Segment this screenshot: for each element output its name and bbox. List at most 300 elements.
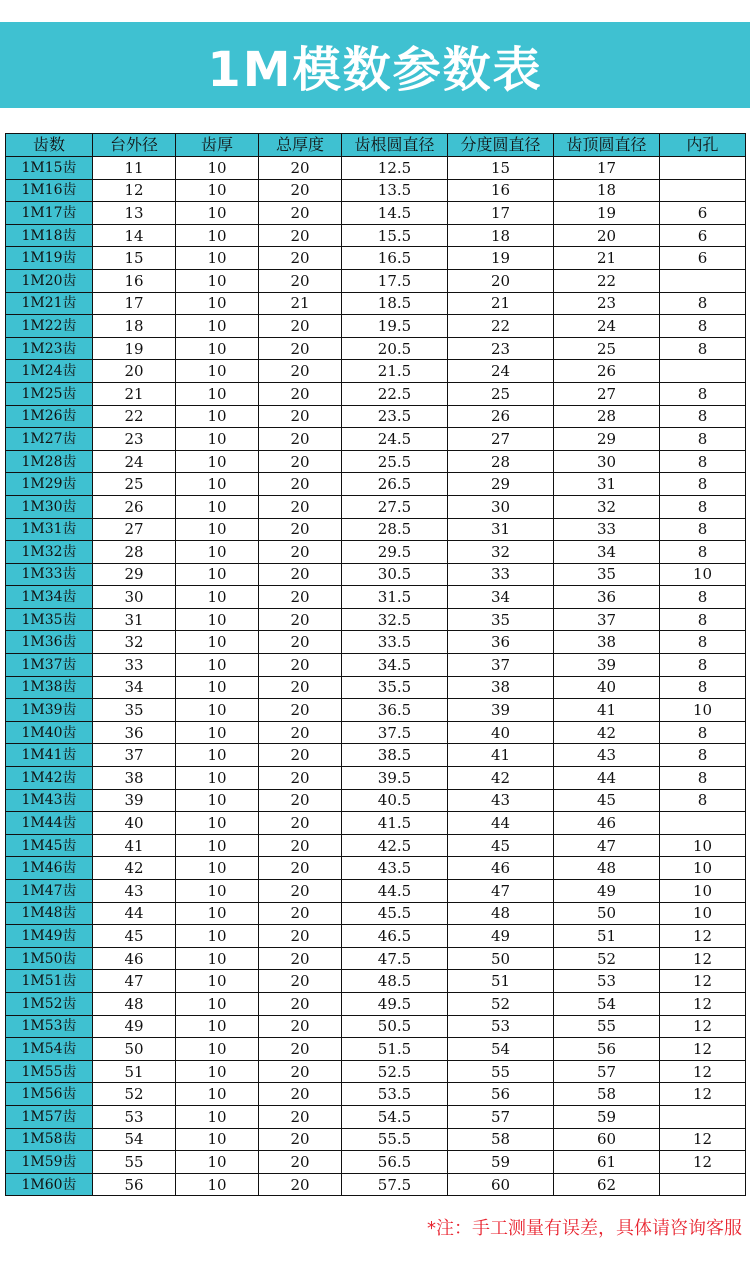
table-cell: 10 bbox=[176, 857, 259, 880]
table-cell: 10 bbox=[176, 224, 259, 247]
table-cell: 20 bbox=[259, 676, 342, 699]
table-cell: 8 bbox=[660, 608, 746, 631]
table-cell: 15 bbox=[448, 157, 554, 180]
table-row bbox=[6, 495, 746, 518]
table-cell: 20 bbox=[259, 1060, 342, 1083]
gear-model-cell: 1M28齿 bbox=[6, 450, 93, 473]
table-cell bbox=[660, 1105, 746, 1128]
table-cell: 38 bbox=[448, 676, 554, 699]
table-cell: 53 bbox=[554, 970, 660, 993]
table-cell: 8 bbox=[660, 382, 746, 405]
table-row bbox=[6, 789, 746, 812]
table-cell: 10 bbox=[176, 269, 259, 292]
table-cell: 10 bbox=[660, 857, 746, 880]
table-cell: 22.5 bbox=[342, 382, 448, 405]
table-cell: 49 bbox=[93, 1015, 176, 1038]
table-cell: 36 bbox=[554, 586, 660, 609]
table-cell: 20 bbox=[259, 1173, 342, 1196]
table-cell: 10 bbox=[176, 992, 259, 1015]
table-cell: 38.5 bbox=[342, 744, 448, 767]
table-cell: 20 bbox=[259, 541, 342, 564]
table-cell: 22 bbox=[93, 405, 176, 428]
gear-model-cell: 1M39齿 bbox=[6, 699, 93, 722]
table-cell: 10 bbox=[176, 586, 259, 609]
table-row bbox=[6, 902, 746, 925]
table-cell: 20 bbox=[259, 880, 342, 903]
column-header: 台外径 bbox=[93, 134, 176, 157]
table-cell: 29.5 bbox=[342, 541, 448, 564]
table-cell: 47 bbox=[93, 970, 176, 993]
table-cell: 8 bbox=[660, 495, 746, 518]
table-cell: 10 bbox=[176, 1015, 259, 1038]
gear-model-cell: 1M25齿 bbox=[6, 382, 93, 405]
table-cell: 18.5 bbox=[342, 292, 448, 315]
table-cell: 33 bbox=[448, 563, 554, 586]
gear-model-cell: 1M40齿 bbox=[6, 721, 93, 744]
gear-model-cell: 1M23齿 bbox=[6, 337, 93, 360]
gear-model-cell: 1M50齿 bbox=[6, 947, 93, 970]
table-cell: 49 bbox=[554, 880, 660, 903]
table-cell: 56 bbox=[448, 1083, 554, 1106]
table-cell: 62 bbox=[554, 1173, 660, 1196]
table-cell: 20 bbox=[259, 992, 342, 1015]
table-cell: 22 bbox=[448, 315, 554, 338]
table-row bbox=[6, 1083, 746, 1106]
table-row bbox=[6, 1173, 746, 1196]
gear-model-cell: 1M37齿 bbox=[6, 654, 93, 677]
table-cell: 20 bbox=[259, 247, 342, 270]
gear-model-cell: 1M15齿 bbox=[6, 157, 93, 180]
table-cell: 20 bbox=[259, 812, 342, 835]
gear-model-cell: 1M32齿 bbox=[6, 541, 93, 564]
table-row bbox=[6, 360, 746, 383]
table-cell: 8 bbox=[660, 405, 746, 428]
table-cell: 20 bbox=[259, 608, 342, 631]
table-cell: 20 bbox=[259, 563, 342, 586]
table-cell: 50 bbox=[93, 1038, 176, 1061]
table-cell: 28 bbox=[554, 405, 660, 428]
gear-model-cell: 1M44齿 bbox=[6, 812, 93, 835]
table-cell: 29 bbox=[448, 473, 554, 496]
table-cell: 41 bbox=[93, 834, 176, 857]
table-cell: 8 bbox=[660, 428, 746, 451]
table-cell: 41.5 bbox=[342, 812, 448, 835]
table-cell: 20 bbox=[259, 857, 342, 880]
table-cell: 50 bbox=[448, 947, 554, 970]
table-row bbox=[6, 450, 746, 473]
table-row bbox=[6, 812, 746, 835]
table-cell: 20 bbox=[93, 360, 176, 383]
table-cell bbox=[660, 157, 746, 180]
gear-model-cell: 1M22齿 bbox=[6, 315, 93, 338]
table-cell: 21 bbox=[448, 292, 554, 315]
table-cell: 10 bbox=[176, 563, 259, 586]
gear-model-cell: 1M27齿 bbox=[6, 428, 93, 451]
table-cell: 45 bbox=[554, 789, 660, 812]
table-cell: 16 bbox=[448, 179, 554, 202]
table-row bbox=[6, 947, 746, 970]
table-cell: 51 bbox=[554, 925, 660, 948]
table-cell: 20 bbox=[259, 315, 342, 338]
table-cell: 43 bbox=[448, 789, 554, 812]
column-header: 齿数 bbox=[6, 134, 93, 157]
table-cell: 28 bbox=[448, 450, 554, 473]
table-cell: 33.5 bbox=[342, 631, 448, 654]
table-row bbox=[6, 834, 746, 857]
table-cell: 20 bbox=[259, 744, 342, 767]
table-cell: 48.5 bbox=[342, 970, 448, 993]
measurement-note: *注：手工测量有误差，具体请咨询客服 bbox=[427, 1218, 742, 1239]
gear-model-cell: 1M30齿 bbox=[6, 495, 93, 518]
table-cell: 24.5 bbox=[342, 428, 448, 451]
table-cell: 10 bbox=[176, 473, 259, 496]
gear-model-cell: 1M36齿 bbox=[6, 631, 93, 654]
table-cell: 20 bbox=[259, 789, 342, 812]
table-cell: 49.5 bbox=[342, 992, 448, 1015]
table-cell: 60 bbox=[448, 1173, 554, 1196]
table-cell: 41 bbox=[448, 744, 554, 767]
table-cell: 27 bbox=[448, 428, 554, 451]
table-row bbox=[6, 880, 746, 903]
gear-model-cell: 1M56齿 bbox=[6, 1083, 93, 1106]
table-cell: 46 bbox=[93, 947, 176, 970]
table-cell bbox=[660, 812, 746, 835]
table-cell: 11 bbox=[93, 157, 176, 180]
table-cell: 36.5 bbox=[342, 699, 448, 722]
table-row bbox=[6, 541, 746, 564]
table-cell: 37 bbox=[93, 744, 176, 767]
table-cell: 12 bbox=[660, 1151, 746, 1174]
table-cell: 49 bbox=[448, 925, 554, 948]
table-cell: 25 bbox=[448, 382, 554, 405]
table-cell: 42 bbox=[93, 857, 176, 880]
table-row bbox=[6, 608, 746, 631]
table-cell: 10 bbox=[176, 767, 259, 790]
table-cell: 20 bbox=[259, 495, 342, 518]
table-cell: 10 bbox=[176, 202, 259, 225]
table-cell: 46 bbox=[554, 812, 660, 835]
table-row bbox=[6, 179, 746, 202]
table-row bbox=[6, 631, 746, 654]
table-cell: 20 bbox=[259, 970, 342, 993]
table-cell: 12 bbox=[660, 970, 746, 993]
column-header: 齿根圆直径 bbox=[342, 134, 448, 157]
table-cell: 42 bbox=[448, 767, 554, 790]
gear-model-cell: 1M42齿 bbox=[6, 767, 93, 790]
table-cell: 20 bbox=[259, 631, 342, 654]
table-cell: 10 bbox=[176, 1038, 259, 1061]
table-row bbox=[6, 428, 746, 451]
table-cell: 10 bbox=[176, 315, 259, 338]
gear-model-cell: 1M52齿 bbox=[6, 992, 93, 1015]
gear-model-cell: 1M60齿 bbox=[6, 1173, 93, 1196]
table-cell: 10 bbox=[176, 925, 259, 948]
table-cell: 25.5 bbox=[342, 450, 448, 473]
table-cell: 58 bbox=[554, 1083, 660, 1106]
gear-model-cell: 1M48齿 bbox=[6, 902, 93, 925]
table-cell: 10 bbox=[176, 902, 259, 925]
table-row bbox=[6, 269, 746, 292]
table-cell: 47 bbox=[554, 834, 660, 857]
table-cell: 20 bbox=[259, 925, 342, 948]
table-cell: 21 bbox=[554, 247, 660, 270]
table-cell: 10 bbox=[176, 1128, 259, 1151]
table-cell: 24 bbox=[93, 450, 176, 473]
table-cell: 20 bbox=[259, 473, 342, 496]
table-cell: 10 bbox=[176, 676, 259, 699]
table-row bbox=[6, 676, 746, 699]
table-cell: 10 bbox=[660, 880, 746, 903]
table-cell: 18 bbox=[448, 224, 554, 247]
table-row bbox=[6, 744, 746, 767]
table-cell: 20 bbox=[554, 224, 660, 247]
table-cell: 8 bbox=[660, 541, 746, 564]
table-cell: 10 bbox=[176, 1151, 259, 1174]
table-cell: 35 bbox=[448, 608, 554, 631]
table-cell: 10 bbox=[176, 834, 259, 857]
table-cell: 28 bbox=[93, 541, 176, 564]
table-row bbox=[6, 1151, 746, 1174]
table-cell: 20 bbox=[259, 654, 342, 677]
table-cell: 21.5 bbox=[342, 360, 448, 383]
table-cell: 30 bbox=[93, 586, 176, 609]
table-cell: 10 bbox=[176, 1083, 259, 1106]
table-cell: 10 bbox=[176, 631, 259, 654]
table-cell: 10 bbox=[176, 654, 259, 677]
gear-model-cell: 1M58齿 bbox=[6, 1128, 93, 1151]
table-cell: 53 bbox=[93, 1105, 176, 1128]
table-cell: 12 bbox=[660, 1038, 746, 1061]
table-cell: 8 bbox=[660, 631, 746, 654]
table-cell: 10 bbox=[176, 1105, 259, 1128]
table-cell: 27.5 bbox=[342, 495, 448, 518]
table-cell: 20 bbox=[259, 721, 342, 744]
table-cell: 6 bbox=[660, 224, 746, 247]
table-cell: 37.5 bbox=[342, 721, 448, 744]
table-row bbox=[6, 721, 746, 744]
table-cell bbox=[660, 269, 746, 292]
table-cell: 46 bbox=[448, 857, 554, 880]
table-cell: 44.5 bbox=[342, 880, 448, 903]
table-cell: 19 bbox=[554, 202, 660, 225]
table-cell: 39 bbox=[448, 699, 554, 722]
table-row bbox=[6, 1038, 746, 1061]
table-cell: 8 bbox=[660, 315, 746, 338]
table-cell: 45 bbox=[93, 925, 176, 948]
table-cell: 10 bbox=[176, 789, 259, 812]
table-row bbox=[6, 1128, 746, 1151]
table-cell: 54 bbox=[554, 992, 660, 1015]
table-cell: 35.5 bbox=[342, 676, 448, 699]
table-cell: 52.5 bbox=[342, 1060, 448, 1083]
table-cell: 18 bbox=[93, 315, 176, 338]
table-row bbox=[6, 767, 746, 790]
table-cell: 12 bbox=[660, 925, 746, 948]
table-cell: 26 bbox=[93, 495, 176, 518]
table-cell: 20 bbox=[259, 699, 342, 722]
table-body bbox=[6, 157, 746, 1196]
table-cell: 44 bbox=[93, 902, 176, 925]
table-cell: 33 bbox=[93, 654, 176, 677]
table-cell: 6 bbox=[660, 202, 746, 225]
table-cell: 27 bbox=[93, 518, 176, 541]
table-cell: 50 bbox=[554, 902, 660, 925]
gear-model-cell: 1M54齿 bbox=[6, 1038, 93, 1061]
table-cell: 52 bbox=[448, 992, 554, 1015]
table-row bbox=[6, 654, 746, 677]
table-cell: 12 bbox=[660, 1015, 746, 1038]
table-cell: 42.5 bbox=[342, 834, 448, 857]
table-cell: 8 bbox=[660, 676, 746, 699]
gear-model-cell: 1M18齿 bbox=[6, 224, 93, 247]
table-cell: 43.5 bbox=[342, 857, 448, 880]
table-cell: 20 bbox=[259, 157, 342, 180]
gear-model-cell: 1M47齿 bbox=[6, 880, 93, 903]
table-cell: 55.5 bbox=[342, 1128, 448, 1151]
table-cell: 20 bbox=[259, 382, 342, 405]
table-cell: 20 bbox=[259, 586, 342, 609]
table-cell: 10 bbox=[176, 1173, 259, 1196]
table-row bbox=[6, 1015, 746, 1038]
table-cell: 55 bbox=[93, 1151, 176, 1174]
table-cell: 8 bbox=[660, 721, 746, 744]
table-cell: 31 bbox=[448, 518, 554, 541]
table-cell: 10 bbox=[176, 699, 259, 722]
table-cell: 20 bbox=[259, 405, 342, 428]
table-cell: 10 bbox=[176, 405, 259, 428]
table-cell: 8 bbox=[660, 292, 746, 315]
table-cell: 21 bbox=[93, 382, 176, 405]
table-cell: 42 bbox=[554, 721, 660, 744]
table-cell: 47 bbox=[448, 880, 554, 903]
table-cell: 53.5 bbox=[342, 1083, 448, 1106]
table-cell: 10 bbox=[176, 337, 259, 360]
table-cell: 20 bbox=[259, 518, 342, 541]
table-cell: 8 bbox=[660, 586, 746, 609]
table-cell: 20 bbox=[259, 450, 342, 473]
table-cell: 34 bbox=[554, 541, 660, 564]
table-cell: 20 bbox=[259, 1105, 342, 1128]
table-cell: 10 bbox=[176, 744, 259, 767]
table-cell: 55 bbox=[554, 1015, 660, 1038]
table-cell: 10 bbox=[176, 157, 259, 180]
table-cell: 20 bbox=[259, 902, 342, 925]
table-cell: 51 bbox=[448, 970, 554, 993]
table-cell: 20 bbox=[259, 834, 342, 857]
table-cell: 10 bbox=[176, 518, 259, 541]
table-row bbox=[6, 315, 746, 338]
table-cell: 44 bbox=[448, 812, 554, 835]
table-cell: 15 bbox=[93, 247, 176, 270]
gear-model-cell: 1M33齿 bbox=[6, 563, 93, 586]
gear-model-cell: 1M26齿 bbox=[6, 405, 93, 428]
table-cell: 20 bbox=[259, 202, 342, 225]
table-cell: 32.5 bbox=[342, 608, 448, 631]
table-cell: 10 bbox=[660, 563, 746, 586]
column-header: 分度圆直径 bbox=[448, 134, 554, 157]
table-cell bbox=[660, 179, 746, 202]
table-cell: 6 bbox=[660, 247, 746, 270]
table-cell: 40.5 bbox=[342, 789, 448, 812]
table-cell: 20 bbox=[259, 269, 342, 292]
gear-model-cell: 1M21齿 bbox=[6, 292, 93, 315]
table-cell: 10 bbox=[660, 902, 746, 925]
table-cell: 12 bbox=[660, 1083, 746, 1106]
table-cell: 23 bbox=[554, 292, 660, 315]
table-cell: 54.5 bbox=[342, 1105, 448, 1128]
table-cell: 10 bbox=[176, 495, 259, 518]
table-cell: 12 bbox=[660, 947, 746, 970]
table-cell: 12 bbox=[660, 1060, 746, 1083]
table-cell: 20 bbox=[259, 179, 342, 202]
table-cell: 20 bbox=[259, 1038, 342, 1061]
column-header: 内孔 bbox=[660, 134, 746, 157]
table-cell: 20 bbox=[259, 224, 342, 247]
table-cell: 30 bbox=[448, 495, 554, 518]
gear-model-cell: 1M19齿 bbox=[6, 247, 93, 270]
table-cell: 55 bbox=[448, 1060, 554, 1083]
table-cell: 30 bbox=[554, 450, 660, 473]
table-cell: 14.5 bbox=[342, 202, 448, 225]
table-cell: 10 bbox=[176, 428, 259, 451]
table-cell: 23 bbox=[93, 428, 176, 451]
table-cell: 35 bbox=[554, 563, 660, 586]
table-cell: 43 bbox=[554, 744, 660, 767]
table-cell: 20 bbox=[259, 1128, 342, 1151]
table-cell: 10 bbox=[176, 947, 259, 970]
table-row bbox=[6, 292, 746, 315]
table-cell: 10 bbox=[176, 382, 259, 405]
table-cell: 23.5 bbox=[342, 405, 448, 428]
table-cell: 19.5 bbox=[342, 315, 448, 338]
table-cell: 52 bbox=[93, 1083, 176, 1106]
table-row bbox=[6, 970, 746, 993]
table-row bbox=[6, 157, 746, 180]
table-cell: 34 bbox=[93, 676, 176, 699]
table-cell: 40 bbox=[93, 812, 176, 835]
table-cell: 39.5 bbox=[342, 767, 448, 790]
table-cell: 43 bbox=[93, 880, 176, 903]
table-cell: 17.5 bbox=[342, 269, 448, 292]
table-cell: 10 bbox=[660, 699, 746, 722]
table-cell: 15.5 bbox=[342, 224, 448, 247]
table-cell: 51.5 bbox=[342, 1038, 448, 1061]
table-cell: 8 bbox=[660, 654, 746, 677]
table-cell: 26.5 bbox=[342, 473, 448, 496]
table-cell: 20 bbox=[259, 428, 342, 451]
table-row bbox=[6, 563, 746, 586]
parameter-table-container bbox=[5, 133, 745, 1196]
table-cell: 10 bbox=[176, 541, 259, 564]
table-cell: 44 bbox=[554, 767, 660, 790]
gear-model-cell: 1M46齿 bbox=[6, 857, 93, 880]
table-cell: 21 bbox=[259, 292, 342, 315]
gear-model-cell: 1M35齿 bbox=[6, 608, 93, 631]
table-row bbox=[6, 405, 746, 428]
table-cell: 31.5 bbox=[342, 586, 448, 609]
table-cell bbox=[660, 360, 746, 383]
table-cell: 12 bbox=[660, 1128, 746, 1151]
table-row bbox=[6, 382, 746, 405]
table-cell: 40 bbox=[554, 676, 660, 699]
table-cell: 25 bbox=[554, 337, 660, 360]
table-cell: 10 bbox=[176, 360, 259, 383]
table-row bbox=[6, 1060, 746, 1083]
table-cell: 47.5 bbox=[342, 947, 448, 970]
gear-model-cell: 1M49齿 bbox=[6, 925, 93, 948]
table-cell: 12.5 bbox=[342, 157, 448, 180]
gear-model-cell: 1M59齿 bbox=[6, 1151, 93, 1174]
